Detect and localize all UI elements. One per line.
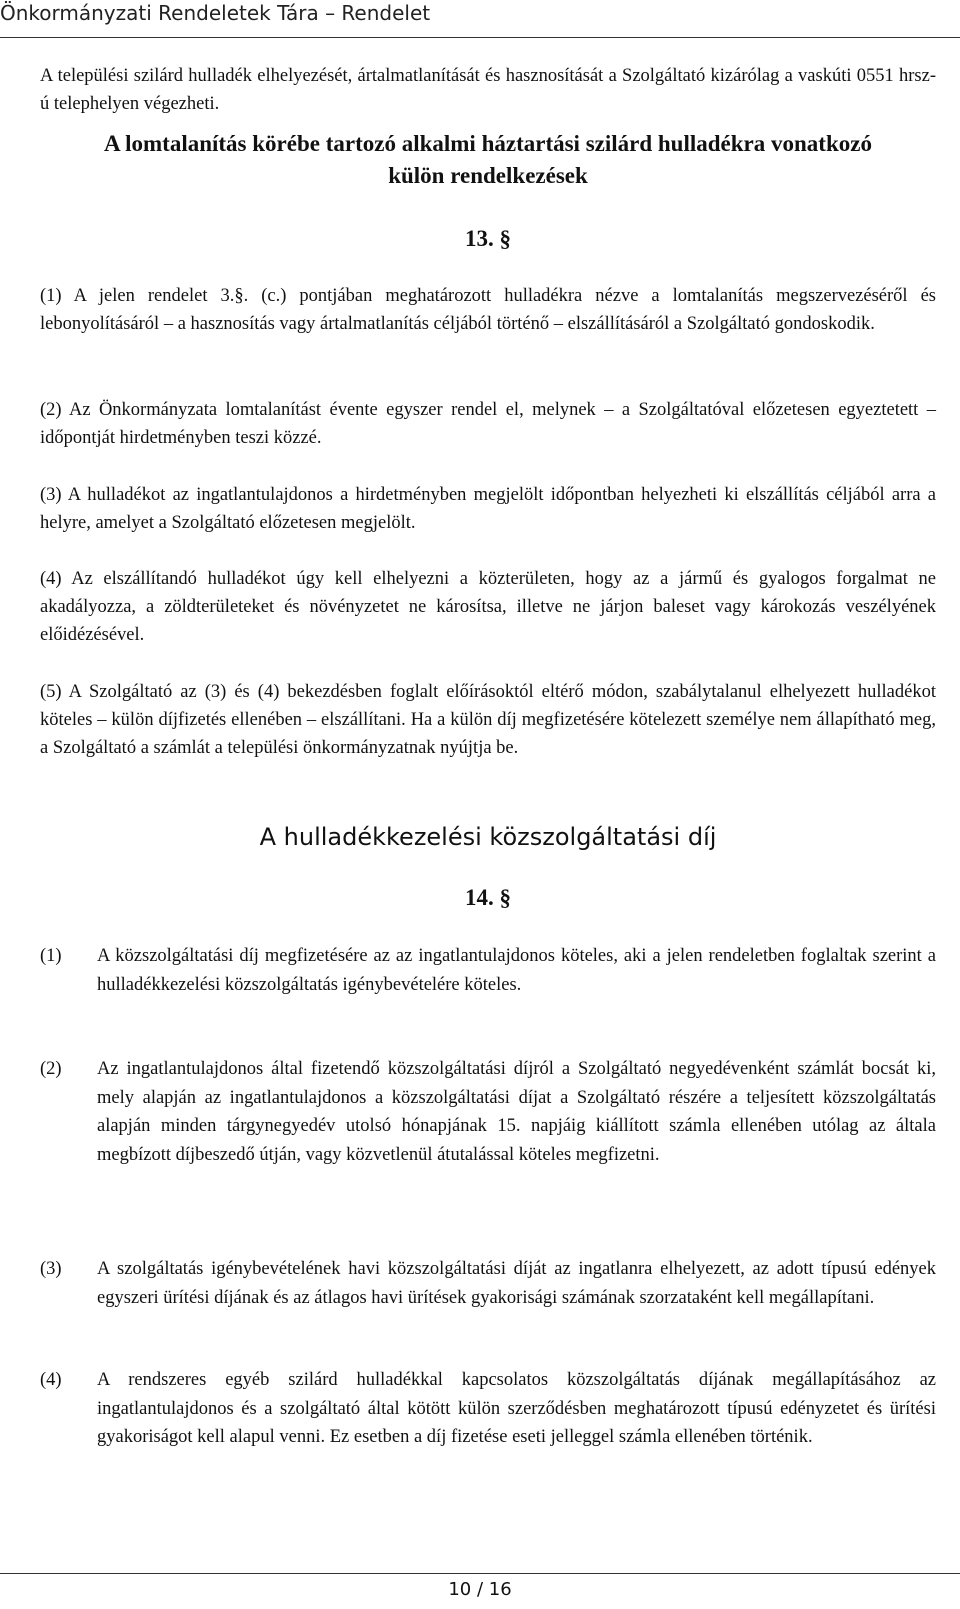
paragraph-number: (4) <box>40 1370 62 1390</box>
section-14-paragraph-1 <box>40 942 936 999</box>
section-13-paragraph-3: (3) A hulladékot az ingatlantulajdonos a hirdetményben megjelölt időpontban helyezheti ki elszállítás céljából arra a helyre, amelyet a Szolgáltató előzetesen megjelölt. <box>40 485 936 533</box>
section-13-paragraph-5: (5) A Szolgáltató az (3) és (4) bekezdésben foglalt előírásoktól eltérő módon, szabálytalanul elhelyezett hulladékot köteles – külön díjfizetés ellenében – elszállítani. Ha a külön díj megfizetésére kötelezett személye nem állapítható meg, a Szolgáltató a számlát a települési önkormányzatnak nyújtja be. <box>40 682 936 758</box>
paragraph-number: (2) <box>40 1059 62 1079</box>
section-14-paragraph-2 <box>40 1055 936 1169</box>
section-14-heading: A hulladékkezelési közszolgáltatási díj <box>259 823 717 851</box>
section-14-paragraph-3 <box>40 1255 936 1312</box>
paragraph-text: A rendszeres egyéb szilárd hulladékkal kapcsolatos közszolgáltatás díjának megállapításához az ingatlantulajdonos és a szolgáltató által kötött külön szerződésben meghatározott típusú edényzetet és ürítési gyakoriságot kell alapul venni. Ez esetben a díj fizetése eseti jelleggel számla ellenében történik. <box>97 1370 936 1447</box>
intro-paragraph: A települési szilárd hulladék elhelyezését, ártalmatlanítását és hasznosítását a Szolgáltató kizárólag a vaskúti 0551 hrsz-ú telephelyen végezheti. <box>40 66 936 114</box>
document-header-title: Önkormányzati Rendeletek Tára – Rendelet <box>0 1 431 25</box>
section-13-paragraph-2: (2) Az Önkormányzata lomtalanítást évente egyszer rendel el, melynek – a Szolgáltatóval előzetesen egyeztetett – időpontját hirdetményben teszi közzé. <box>40 400 936 448</box>
footer-divider <box>0 1573 960 1574</box>
paragraph-text: Az ingatlantulajdonos által fizetendő közszolgáltatási díjról a Szolgáltató negyedévenként számlát bocsát ki, mely alapján az ingatlantulajdonos a közszolgáltatási díjat a Szolgáltató részére a teljesített közszolgáltatás alapján minden tárgynegyedév utolsó hónapjának 15. napjáig kiállított számla ellenében utólag az általa megbízott díjbeszedő útján, vagy közvetlenül átutalással köteles megfizetni. <box>97 1059 936 1165</box>
paragraph-number: (3) <box>40 1259 62 1279</box>
paragraph-number: (1) <box>40 946 62 966</box>
section-13-paragraph-4: (4) Az elszállítandó hulladékot úgy kell elhelyezni a közterületen, hogy az a jármű és gyalogos forgalmat ne akadályozza, a zöldterületeket és növényzetet ne károsítsa, illetve ne járjon baleset vagy károkozás veszélyének előidézésével. <box>40 569 936 645</box>
section-14-paragraph-4 <box>40 1366 936 1452</box>
header-divider <box>0 37 960 38</box>
paragraph-text: A közszolgáltatási díj megfizetésére az az ingatlantulajdonos köteles, aki a jelen rendeletben foglaltak szerint a hulladékkezelési közszolgáltatás igénybevételére köteles. <box>97 946 936 995</box>
paragraph-text: A szolgáltatás igénybevételének havi közszolgáltatási díját az ingatlanra elhelyezett, az adott típusú edények egyszeri ürítési díjának és az átlagos havi ürítések gyakorisági számának szorzataként kell megállapítani. <box>97 1259 936 1308</box>
section-13-heading: A lomtalanítás körébe tartozó alkalmi háztartási szilárd hulladékra vonatkozó külön rendelkezések <box>104 131 872 188</box>
section-13-paragraph-1: (1) A jelen rendelet 3.§. (c.) pontjában meghatározott hulladékra nézve a lomtalanítás megszervezéséről és lebonyolításáról – a hasznosítás vagy ártalmatlanítás céljából történő – elszállításáról a Szolgáltató gondoskodik. <box>40 286 936 334</box>
section-13-number: 13. § <box>465 226 511 251</box>
section-14-number: 14. § <box>465 885 511 910</box>
page-number: 10 / 16 <box>448 1579 512 1600</box>
